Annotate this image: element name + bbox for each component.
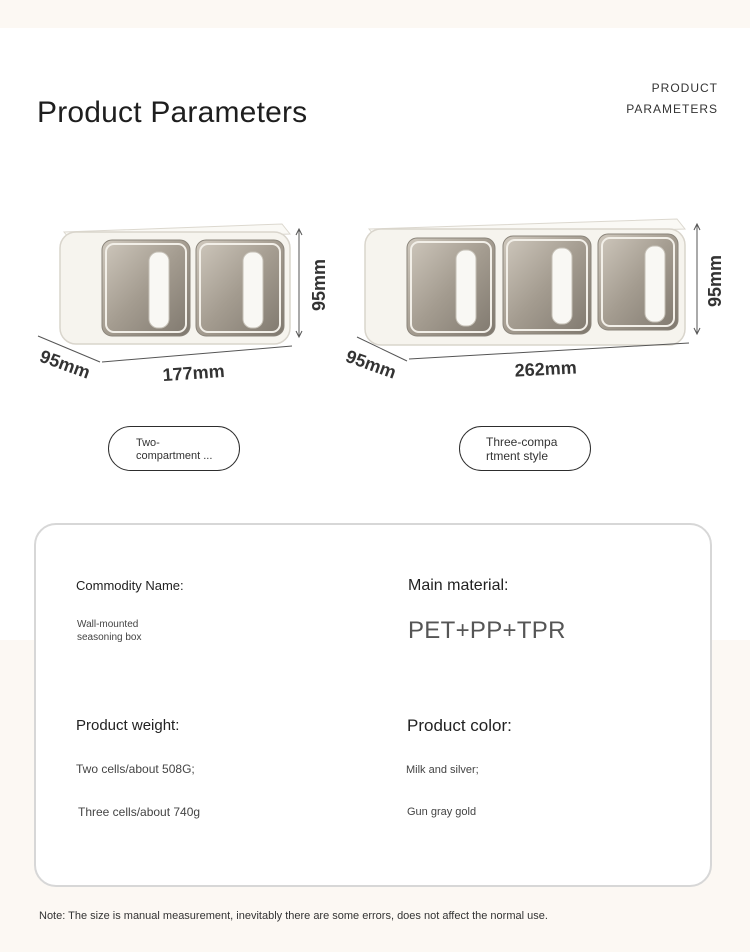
- commodity-name-line2: seasoning box: [77, 632, 142, 643]
- corner-label-line1: PRODUCT: [651, 81, 718, 95]
- two-compartment-tag-line2: compartment ...: [136, 450, 213, 462]
- corner-label-line2: PARAMETERS: [626, 102, 718, 116]
- weight-two-cells: Two cells/about 508G;: [76, 762, 195, 776]
- top-band: [0, 0, 750, 28]
- two-compartment-tag: [108, 426, 240, 471]
- three-compartment-box-image: [335, 205, 745, 395]
- three-compartment-tag: [459, 426, 591, 471]
- three-compartment-tag-line1: Three-compa: [486, 435, 558, 449]
- commodity-name-label: Commodity Name:: [76, 578, 184, 593]
- weight-label: Product weight:: [76, 717, 180, 734]
- two-compartment-box-image: [30, 210, 340, 395]
- material-value: PET+PP+TPR: [408, 617, 566, 644]
- material-label: Main material:: [408, 577, 509, 594]
- two-width-label: 177mm: [161, 360, 226, 386]
- corner-label: [626, 78, 718, 120]
- color-option-1: Milk and silver;: [406, 764, 479, 776]
- weight-three-cells: Three cells/about 740g: [78, 805, 201, 819]
- three-width-label: 262mm: [514, 357, 578, 381]
- three-height-label: 95mm: [705, 254, 725, 308]
- page-title: Product Parameters: [37, 96, 308, 129]
- two-depth-label: 95mm: [37, 346, 93, 383]
- three-compartment-tag-line2: rtment style: [486, 449, 549, 463]
- two-height-label: 95mm: [309, 258, 329, 312]
- color-label: Product color:: [407, 716, 512, 735]
- measurement-note: Note: The size is manual measurement, inevitably there are some errors, does not affect the normal use.: [39, 910, 548, 922]
- color-option-2: Gun gray gold: [407, 806, 477, 818]
- commodity-name-line1: Wall-mounted: [77, 619, 139, 630]
- commodity-name-value: [77, 618, 197, 644]
- three-depth-label: 95mm: [343, 346, 399, 383]
- two-compartment-tag-line1: Two-: [136, 437, 160, 449]
